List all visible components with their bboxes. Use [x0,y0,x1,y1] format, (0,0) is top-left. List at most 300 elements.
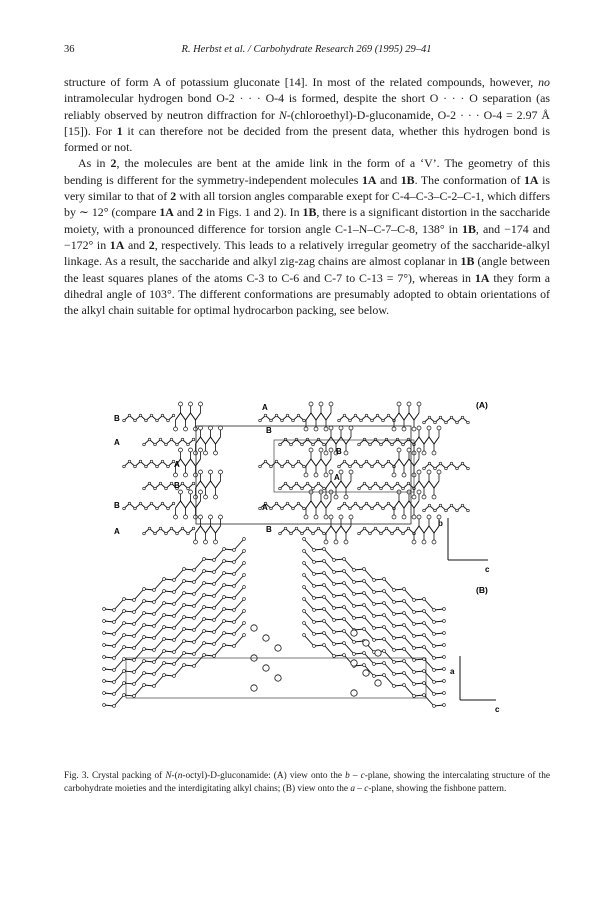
atom [391,487,394,490]
atom [213,571,216,574]
atom [376,414,379,417]
atom [123,507,126,510]
atom [445,509,448,512]
atom [223,632,226,635]
atom [353,569,356,572]
atom [433,693,436,696]
atom [396,438,399,441]
atom [163,614,166,617]
oxygen-atom [344,451,348,455]
atom [313,585,316,588]
atom [103,656,106,659]
oxygen-atom [344,495,348,499]
oxygen-atom [422,540,426,544]
atom [139,460,142,463]
atom [193,605,196,608]
atom [163,590,166,593]
atom [153,649,156,652]
emphasis: N [278,107,287,122]
atom [203,570,206,573]
atom [423,598,426,601]
compound-ref: 1A [109,237,125,252]
oxygen-atom [349,515,353,519]
atom [363,616,366,619]
oxygen-atom [189,402,193,406]
oxygen-atom [412,427,416,431]
oxygen-atom [189,490,193,494]
atom [371,419,374,422]
atom [338,465,341,468]
panel-a-label: (A) [476,400,488,410]
crystal-packing-figure [64,388,550,750]
compound-ref: 1 [116,123,123,138]
saccharide-backbone [414,526,439,533]
atom [393,673,396,676]
atom [279,443,282,446]
atom [153,613,156,616]
atom [193,581,196,584]
atom [439,416,442,419]
atom [243,562,246,565]
compound-ref: 2 [197,205,203,220]
atom [306,438,309,441]
atom [423,634,426,637]
atom [467,421,470,424]
atom [123,465,126,468]
atom [173,627,176,630]
atom [349,507,352,510]
atom [161,414,164,417]
c-axis-label: c [485,565,490,574]
atom [434,421,437,424]
atom [396,482,399,485]
oxygen-atom [324,427,328,431]
atom [193,665,196,668]
atom [413,599,416,602]
atom [165,532,168,535]
atom [167,507,170,510]
atom [167,419,170,422]
atom [163,602,166,605]
oxygen-atom [324,451,328,455]
oxygen-atom [184,515,188,519]
atom [243,574,246,577]
saccharide-backbone [196,526,221,533]
atom [365,502,368,505]
oxygen-atom [304,473,308,477]
oxygen-atom [349,426,353,430]
atom [128,460,131,463]
atom [193,569,196,572]
atom [153,601,156,604]
oxygen-atom [174,515,178,519]
atom [243,610,246,613]
atom [233,621,236,624]
b-axis-label: b [438,519,443,528]
atom [365,414,368,417]
atom [290,443,293,446]
saccharide-backbone [326,526,351,533]
atom [413,683,416,686]
atom [193,653,196,656]
compound-ref: 1A [474,270,490,285]
molecule-label: B [266,426,272,435]
atom [363,568,366,571]
atom [433,681,436,684]
atom [172,414,175,417]
atom [413,623,416,626]
atom [365,460,368,463]
oxygen-atom [309,448,313,452]
atom [407,482,410,485]
atom [259,465,262,468]
atom [343,654,346,657]
atom [134,507,137,510]
atom [183,592,186,595]
saccharide-backbone [326,437,351,444]
atom [403,636,406,639]
atom [445,467,448,470]
atom [213,655,216,658]
alkyl-chain [124,416,174,421]
atom [292,419,295,422]
oxygen-atom [314,473,318,477]
atom [323,548,326,551]
atom [292,507,295,510]
atom [363,580,366,583]
molecule-label: A [174,460,180,469]
oxygen-atom [194,427,198,431]
text-run: intramolecular hydrogen bond O-2 · · · O-4 is formed, despite the short O · · · O separation (as reliably observed by neutron diffraction for [64,91,550,122]
compound-ref: 1A [361,172,377,187]
compound-ref: 2 [110,156,117,171]
atom [150,414,153,417]
saccharide-backbone [196,437,221,444]
atom [150,502,153,505]
oxygen-atom [179,402,183,406]
atom [193,593,196,596]
oxygen-atom [199,470,203,474]
atom [376,502,379,505]
atom [343,630,346,633]
oxygen-atom [324,473,328,477]
atom [143,636,146,639]
atom [313,609,316,612]
atom [233,633,236,636]
oxygen-atom [417,515,421,519]
atom [423,622,426,625]
atom [183,604,186,607]
text-run: , respectively. This leads to a relatively irregular geometry of the saccharide-alkyl linkage. As a result, the saccharide and alkyl zig-zag chains are almost coplanar in [64,237,550,269]
atom [433,645,436,648]
atom [338,419,341,422]
atom [383,590,386,593]
text-run: , the molecules are bent at the amide link in the form of a ‘V’. The geometry of this bending is different for the symmetry-independent molecules [64,156,550,187]
atom [313,561,316,564]
atom [403,660,406,663]
atom [391,532,394,535]
atom [173,639,176,642]
atom [292,465,295,468]
atom [323,620,326,623]
atom [161,460,164,463]
atom [163,650,166,653]
atom [333,631,336,634]
atom [233,585,236,588]
atom [103,608,106,611]
atom [153,625,156,628]
atom [343,606,346,609]
atom [413,659,416,662]
oxygen-atom [199,402,203,406]
compound-ref: 1A [523,172,539,187]
oxygen-atom [344,540,348,544]
oxygen-atom [397,402,401,406]
atom [323,608,326,611]
oxygen-atom [199,490,203,494]
atom [423,694,426,697]
atom [165,487,168,490]
atom [385,482,388,485]
oxygen-atom [319,448,323,452]
oxygen-atom [214,495,218,499]
atom [143,660,146,663]
atom [192,438,195,441]
panel-b-label: (B) [476,585,488,595]
compound-ref: 1B [462,221,476,236]
atom [403,600,406,603]
atom [376,460,379,463]
atom [323,560,326,563]
atom [113,621,116,624]
atom [213,583,216,586]
atom [170,527,173,530]
oxygen-atom [351,660,357,666]
atom [380,487,383,490]
atom [333,643,336,646]
atom [150,460,153,463]
atom [301,487,304,490]
oxygen-atom [199,426,203,430]
oxygen-atom [214,451,218,455]
atom [264,460,267,463]
atom [133,683,136,686]
atom [403,612,406,615]
atom [373,615,376,618]
molecule-label: B [174,481,180,490]
atom [183,664,186,667]
atom [183,568,186,571]
oxygen-atom [194,473,198,477]
oxygen-atom [417,402,421,406]
atom [363,482,366,485]
atom [153,685,156,688]
figure-caption [64,770,550,795]
atom [123,610,126,613]
atom [148,527,151,530]
oxygen-atom [194,495,198,499]
text-run: -( [171,771,178,781]
molecule-label: A [262,503,268,512]
atom [385,438,388,441]
text-run: and [124,237,149,252]
atom [275,414,278,417]
atom [143,487,146,490]
atom [303,465,306,468]
oxygen-atom [184,427,188,431]
atom [423,646,426,649]
text-run: they form a dihedral angle of 103°. The different conformations are presumably adopted to obtain orientations of the alkyl chain suitable for optimal hydrocarbon packing, see below. [64,270,550,318]
atom [413,635,416,638]
atom [333,583,336,586]
atom [297,460,300,463]
atom [358,532,361,535]
atom [343,594,346,597]
atom [413,647,416,650]
atom [343,502,346,505]
saccharide-backbone [176,501,201,508]
atom [312,443,315,446]
atom [369,532,372,535]
atom [193,617,196,620]
atom [203,582,206,585]
atom [383,674,386,677]
atom [450,504,453,507]
atom [353,581,356,584]
atom [286,414,289,417]
atom [286,460,289,463]
molecule-label: A [114,438,120,447]
atom [433,633,436,636]
atom [103,692,106,695]
atom [203,630,206,633]
atom [363,438,366,441]
atom [402,487,405,490]
atom [163,638,166,641]
text-run: and [173,205,198,220]
oxygen-atom [324,540,328,544]
oxygen-atom [417,448,421,452]
atom [165,443,168,446]
atom [281,419,284,422]
atom [113,693,116,696]
oxygen-atom [437,426,441,430]
atom [303,507,306,510]
atom [306,527,309,530]
page-header [64,44,549,58]
text-run: , and −174 and −172° in [64,221,550,252]
molecule-label: A [334,473,340,482]
atom [450,462,453,465]
atom [243,586,246,589]
atom [374,482,377,485]
atom [450,416,453,419]
atom [360,465,363,468]
atom [172,502,175,505]
oxygen-atom [392,427,396,431]
atom [203,618,206,621]
saccharide-backbone [414,481,439,488]
atom [123,419,126,422]
molecule-label: A [262,403,268,412]
atom [333,595,336,598]
atom [163,674,166,677]
alkyl-chain [144,440,194,445]
atom [323,584,326,587]
atom [159,527,162,530]
atom [333,619,336,622]
atom [143,443,146,446]
atom [123,670,126,673]
oxygen-atom [432,451,436,455]
oxygen-atom [179,490,183,494]
atom [443,656,446,659]
atom [317,482,320,485]
atom [270,507,273,510]
atom [434,509,437,512]
atom [433,705,436,708]
atom [193,641,196,644]
atom [133,659,136,662]
atom [333,559,336,562]
atom [187,487,190,490]
atom [343,414,346,417]
atom [303,610,306,613]
atom [243,598,246,601]
atom [373,639,376,642]
atom [173,591,176,594]
alkyl-chain [124,462,174,467]
atom [270,419,273,422]
atom [323,443,326,446]
atom [139,502,142,505]
oxygen-atom [329,448,333,452]
atom [133,647,136,650]
atom [113,681,116,684]
text-run: As in [78,156,111,171]
oxygen-atom [199,515,203,519]
atom [113,669,116,672]
atom [163,578,166,581]
atom [243,622,246,625]
atom [403,624,406,627]
atom [383,638,386,641]
oxygen-atom [407,402,411,406]
atom [353,593,356,596]
atom [284,527,287,530]
caption-label: Fig. 3. [64,771,89,781]
atom [139,414,142,417]
atom [443,704,446,707]
alkyl-chain [124,504,174,509]
atom [123,694,126,697]
atom [203,558,206,561]
atom [295,482,298,485]
atom [382,419,385,422]
atom [393,625,396,628]
atom [148,482,151,485]
atom [439,504,442,507]
atom [113,645,116,648]
atom [167,465,170,468]
atom [467,509,470,512]
atom [360,507,363,510]
compound-ref: 1B [302,205,317,220]
molecule-label: B [114,501,120,510]
compound-ref: 1B [460,254,475,269]
oxygen-atom [417,490,421,494]
atom [143,684,146,687]
